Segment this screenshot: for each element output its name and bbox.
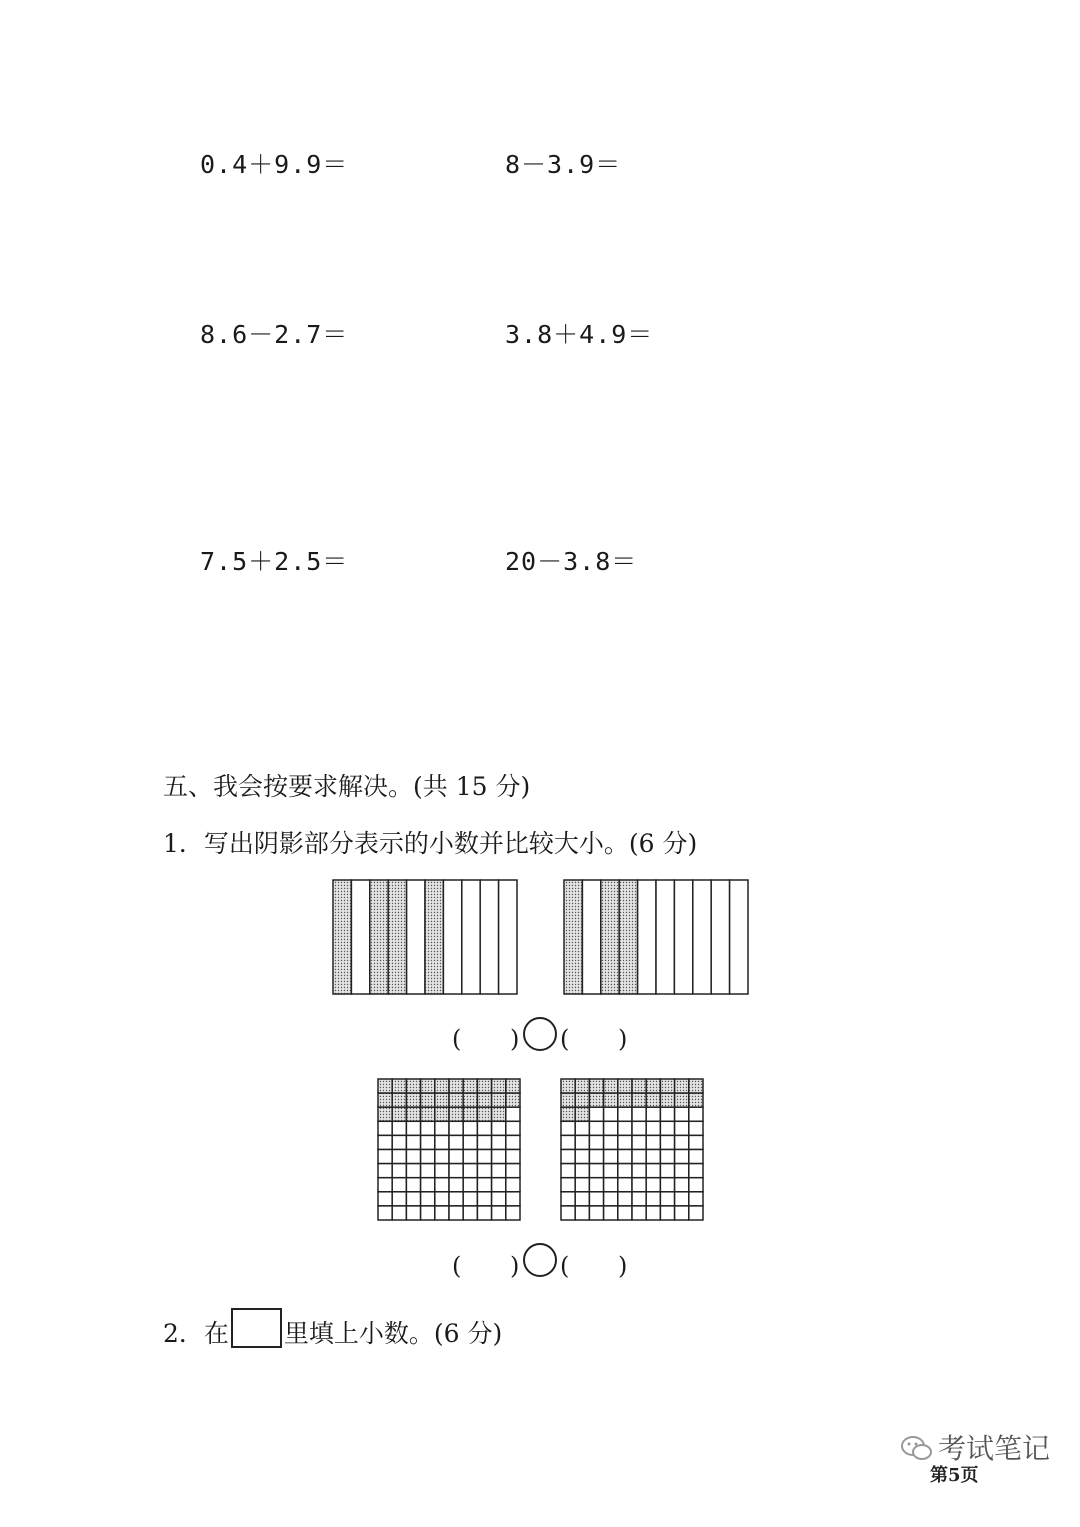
strip-cell	[351, 880, 369, 994]
grid-cell	[618, 1121, 632, 1135]
grid-cell	[689, 1150, 703, 1164]
grid-cell	[392, 1164, 406, 1178]
grid-cell	[632, 1121, 646, 1135]
grid-cell	[435, 1121, 449, 1135]
strip-cell	[462, 880, 480, 994]
grid-cell-shaded	[406, 1093, 420, 1107]
grid-cell	[618, 1164, 632, 1178]
grid-cell-shaded	[463, 1093, 477, 1107]
grid-cell-shaded	[421, 1079, 435, 1093]
grid-cell-shaded	[561, 1093, 575, 1107]
grid-cell	[675, 1178, 689, 1192]
grid-cell	[675, 1164, 689, 1178]
grid-cell	[392, 1121, 406, 1135]
grid-cell	[477, 1150, 491, 1164]
strip-cell	[582, 880, 600, 994]
grid-cell	[689, 1206, 703, 1220]
grid-cell	[506, 1135, 520, 1149]
grid-cell	[378, 1121, 392, 1135]
grid-cell	[463, 1150, 477, 1164]
grid-cell-shaded	[492, 1093, 506, 1107]
grid-cell	[463, 1192, 477, 1206]
grid-cell	[618, 1178, 632, 1192]
grid-cell	[660, 1121, 674, 1135]
grid-cell-shaded	[675, 1079, 689, 1093]
grid-cell	[589, 1121, 603, 1135]
strip-cell-shaded	[564, 880, 582, 994]
grid-cell	[449, 1206, 463, 1220]
strip-cell	[693, 880, 711, 994]
grid-cell	[406, 1178, 420, 1192]
grid-cell-shaded	[589, 1093, 603, 1107]
grid-cell	[632, 1178, 646, 1192]
grid-cell	[392, 1206, 406, 1220]
strip-cell	[638, 880, 656, 994]
grid-cell	[675, 1206, 689, 1220]
grid-cell	[618, 1150, 632, 1164]
grid-cell	[435, 1206, 449, 1220]
grid-cell	[632, 1135, 646, 1149]
grid-cell	[632, 1107, 646, 1121]
grid-cell	[506, 1107, 520, 1121]
strip-cell	[656, 880, 674, 994]
grid-cell-shaded	[632, 1079, 646, 1093]
grid-cell-shaded	[378, 1093, 392, 1107]
equation-2-left: 8.6－2.7＝	[200, 320, 349, 349]
grid-cell	[435, 1178, 449, 1192]
grid-cell	[492, 1150, 506, 1164]
grid-cell	[561, 1135, 575, 1149]
strip-cell-shaded	[333, 880, 351, 994]
equation-3-right: 20－3.8＝	[505, 547, 638, 576]
grid-cell	[589, 1150, 603, 1164]
question-2	[163, 1308, 502, 1350]
grid-cell-shaded	[589, 1079, 603, 1093]
grid-cell-shaded	[477, 1107, 491, 1121]
grid-cell-shaded	[463, 1107, 477, 1121]
grid-cell	[406, 1150, 420, 1164]
grid-cell	[435, 1150, 449, 1164]
grid-cell	[604, 1178, 618, 1192]
strip-cell-shaded	[619, 880, 637, 994]
grid-cell	[477, 1164, 491, 1178]
grid-cell-shaded	[406, 1079, 420, 1093]
grid-cell	[406, 1164, 420, 1178]
grid-cell	[492, 1121, 506, 1135]
grid-cell	[689, 1107, 703, 1121]
grid-cell	[392, 1135, 406, 1149]
grid-cell	[421, 1178, 435, 1192]
grid-cell	[689, 1164, 703, 1178]
grid-cell-shaded	[392, 1107, 406, 1121]
grid-cell	[604, 1121, 618, 1135]
answer-paren-open-2b: (	[560, 1252, 570, 1280]
grid-cell	[589, 1192, 603, 1206]
grid-cell-shaded	[421, 1093, 435, 1107]
question-2-prefix: 2．在	[163, 1319, 229, 1348]
grid-cell	[378, 1135, 392, 1149]
grid-cell	[646, 1178, 660, 1192]
grid-cell-shaded	[575, 1093, 589, 1107]
grid-cell	[421, 1164, 435, 1178]
grid-cell-shaded	[477, 1079, 491, 1093]
grid-cell	[421, 1192, 435, 1206]
answer-paren-open-1b: (	[560, 1025, 570, 1053]
grid-cell	[632, 1164, 646, 1178]
grid-cell	[492, 1135, 506, 1149]
grid-cell-shaded	[618, 1093, 632, 1107]
grid-cell	[689, 1192, 703, 1206]
grid-cell	[421, 1150, 435, 1164]
grid-cell	[675, 1135, 689, 1149]
strip-cell-shaded	[370, 880, 388, 994]
grid-cell	[435, 1135, 449, 1149]
strip-figure-right	[562, 878, 750, 996]
answer-box[interactable]	[231, 1308, 282, 1348]
grid-cell	[492, 1206, 506, 1220]
grid-cell	[575, 1178, 589, 1192]
grid-cell	[463, 1121, 477, 1135]
grid-cell	[435, 1164, 449, 1178]
page-number: 第5页	[930, 1465, 979, 1486]
grid-cell	[646, 1150, 660, 1164]
strip-cell-shaded	[425, 880, 443, 994]
grid-cell	[618, 1192, 632, 1206]
grid-cell	[378, 1178, 392, 1192]
grid-cell	[646, 1164, 660, 1178]
grid-cell	[506, 1164, 520, 1178]
grid-cell	[463, 1164, 477, 1178]
grid-cell-shaded	[435, 1107, 449, 1121]
grid-cell-shaded	[506, 1093, 520, 1107]
grid-cell	[660, 1107, 674, 1121]
grid-cell	[675, 1107, 689, 1121]
grid-cell-shaded	[561, 1107, 575, 1121]
grid-cell	[575, 1206, 589, 1220]
equation-1-left: 0.4＋9.9＝	[200, 150, 349, 179]
answer-paren-open-2a: (	[452, 1252, 462, 1280]
grid-cell-shaded	[463, 1079, 477, 1093]
grid-cell	[589, 1164, 603, 1178]
grid-cell	[660, 1206, 674, 1220]
grid-cell	[392, 1150, 406, 1164]
grid-cell-shaded	[506, 1079, 520, 1093]
watermark-text: 考试笔记	[938, 1432, 1051, 1465]
strip-cell-shaded	[601, 880, 619, 994]
wechat-icon	[900, 1433, 934, 1463]
grid-cell	[660, 1178, 674, 1192]
grid-figure-right	[559, 1077, 705, 1222]
grid-cell	[477, 1206, 491, 1220]
grid-cell	[589, 1178, 603, 1192]
grid-cell-shaded	[575, 1107, 589, 1121]
grid-cell	[604, 1192, 618, 1206]
strip-cell	[730, 880, 748, 994]
grid-cell	[477, 1135, 491, 1149]
grid-cell	[506, 1206, 520, 1220]
grid-cell	[589, 1206, 603, 1220]
grid-cell	[506, 1178, 520, 1192]
strip-figure-left	[331, 878, 519, 996]
grid-cell-shaded	[392, 1079, 406, 1093]
grid-cell-shaded	[675, 1093, 689, 1107]
grid-cell	[589, 1135, 603, 1149]
grid-cell-shaded	[646, 1093, 660, 1107]
grid-cell-shaded	[449, 1079, 463, 1093]
equation-2-right: 3.8＋4.9＝	[505, 320, 654, 349]
grid-cell	[449, 1135, 463, 1149]
grid-cell-shaded	[378, 1107, 392, 1121]
grid-cell	[406, 1192, 420, 1206]
grid-cell-shaded	[435, 1093, 449, 1107]
grid-cell	[575, 1192, 589, 1206]
grid-cell-shaded	[660, 1079, 674, 1093]
grid-cell-shaded	[421, 1107, 435, 1121]
grid-cell	[575, 1150, 589, 1164]
grid-cell	[589, 1107, 603, 1121]
grid-cell-shaded	[660, 1093, 674, 1107]
grid-cell	[675, 1150, 689, 1164]
grid-cell	[492, 1178, 506, 1192]
grid-cell-shaded	[604, 1093, 618, 1107]
grid-cell	[646, 1135, 660, 1149]
grid-cell-shaded	[632, 1093, 646, 1107]
strip-cell	[674, 880, 692, 994]
grid-cell	[406, 1135, 420, 1149]
grid-cell	[449, 1164, 463, 1178]
grid-cell	[561, 1206, 575, 1220]
equation-3-left: 7.5＋2.5＝	[200, 547, 349, 576]
grid-cell	[406, 1121, 420, 1135]
grid-cell	[604, 1107, 618, 1121]
question-2-suffix: 里填上小数。(6 分)	[283, 1319, 503, 1348]
grid-cell	[421, 1135, 435, 1149]
grid-cell	[378, 1192, 392, 1206]
grid-cell-shaded	[689, 1093, 703, 1107]
grid-cell-shaded	[618, 1079, 632, 1093]
grid-cell	[604, 1135, 618, 1149]
grid-cell	[660, 1150, 674, 1164]
answer-paren-close-1b: )	[618, 1025, 628, 1053]
grid-cell	[575, 1164, 589, 1178]
grid-cell-shaded	[646, 1079, 660, 1093]
grid-cell-shaded	[406, 1107, 420, 1121]
grid-cell	[378, 1206, 392, 1220]
grid-cell	[604, 1164, 618, 1178]
grid-cell-shaded	[689, 1079, 703, 1093]
grid-cell	[604, 1150, 618, 1164]
grid-cell	[449, 1192, 463, 1206]
answer-paren-close-1a: )	[510, 1025, 520, 1053]
grid-cell	[435, 1192, 449, 1206]
grid-cell	[406, 1206, 420, 1220]
grid-cell	[675, 1192, 689, 1206]
strip-cell	[407, 880, 425, 994]
grid-cell	[463, 1135, 477, 1149]
grid-cell-shaded	[449, 1107, 463, 1121]
grid-cell	[477, 1178, 491, 1192]
grid-cell	[689, 1135, 703, 1149]
grid-cell	[575, 1135, 589, 1149]
grid-figure-left	[376, 1077, 522, 1222]
grid-cell	[477, 1121, 491, 1135]
strip-cell	[480, 880, 498, 994]
strip-cell	[499, 880, 517, 994]
grid-cell	[449, 1150, 463, 1164]
grid-cell	[492, 1192, 506, 1206]
grid-cell-shaded	[435, 1079, 449, 1093]
grid-cell-shaded	[392, 1093, 406, 1107]
grid-cell	[506, 1121, 520, 1135]
grid-cell	[421, 1206, 435, 1220]
grid-cell	[660, 1164, 674, 1178]
grid-cell	[660, 1135, 674, 1149]
grid-cell	[646, 1206, 660, 1220]
grid-cell	[689, 1121, 703, 1135]
grid-cell-shaded	[477, 1093, 491, 1107]
grid-cell-shaded	[575, 1079, 589, 1093]
grid-cell	[477, 1192, 491, 1206]
grid-cell-shaded	[378, 1079, 392, 1093]
grid-cell	[660, 1192, 674, 1206]
grid-cell	[506, 1192, 520, 1206]
grid-cell-shaded	[492, 1079, 506, 1093]
grid-cell	[463, 1178, 477, 1192]
grid-cell	[604, 1206, 618, 1220]
answer-paren-open-1a: (	[452, 1025, 462, 1053]
grid-cell	[689, 1178, 703, 1192]
grid-cell	[378, 1164, 392, 1178]
compare-circle-2[interactable]	[523, 1243, 557, 1277]
grid-cell	[618, 1107, 632, 1121]
grid-cell-shaded	[449, 1093, 463, 1107]
grid-cell	[561, 1178, 575, 1192]
grid-cell	[575, 1121, 589, 1135]
grid-cell	[506, 1150, 520, 1164]
grid-cell	[463, 1206, 477, 1220]
equation-1-right: 8－3.9＝	[505, 150, 622, 179]
grid-cell-shaded	[492, 1107, 506, 1121]
grid-cell	[632, 1192, 646, 1206]
grid-cell-shaded	[561, 1079, 575, 1093]
grid-cell	[392, 1192, 406, 1206]
grid-cell	[421, 1121, 435, 1135]
grid-cell	[561, 1150, 575, 1164]
grid-cell	[618, 1135, 632, 1149]
grid-cell	[561, 1121, 575, 1135]
grid-cell	[675, 1121, 689, 1135]
compare-circle-1[interactable]	[523, 1017, 557, 1051]
grid-cell-shaded	[604, 1079, 618, 1093]
grid-cell	[632, 1206, 646, 1220]
strip-cell-shaded	[388, 880, 406, 994]
grid-cell	[561, 1192, 575, 1206]
grid-cell	[449, 1178, 463, 1192]
grid-cell	[646, 1121, 660, 1135]
answer-paren-close-2a: )	[510, 1252, 520, 1280]
grid-cell	[492, 1164, 506, 1178]
strip-cell	[443, 880, 461, 994]
grid-cell	[449, 1121, 463, 1135]
grid-cell	[618, 1206, 632, 1220]
grid-cell	[392, 1178, 406, 1192]
answer-paren-close-2b: )	[618, 1252, 628, 1280]
strip-cell	[711, 880, 729, 994]
grid-cell	[646, 1192, 660, 1206]
watermark	[900, 1425, 1060, 1495]
grid-cell	[632, 1150, 646, 1164]
grid-cell	[646, 1107, 660, 1121]
grid-cell	[561, 1164, 575, 1178]
section-heading: 五、我会按要求解决。(共 15 分)	[163, 772, 531, 801]
grid-cell	[378, 1150, 392, 1164]
question-1: 1．写出阴影部分表示的小数并比较大小。(6 分)	[163, 829, 698, 858]
